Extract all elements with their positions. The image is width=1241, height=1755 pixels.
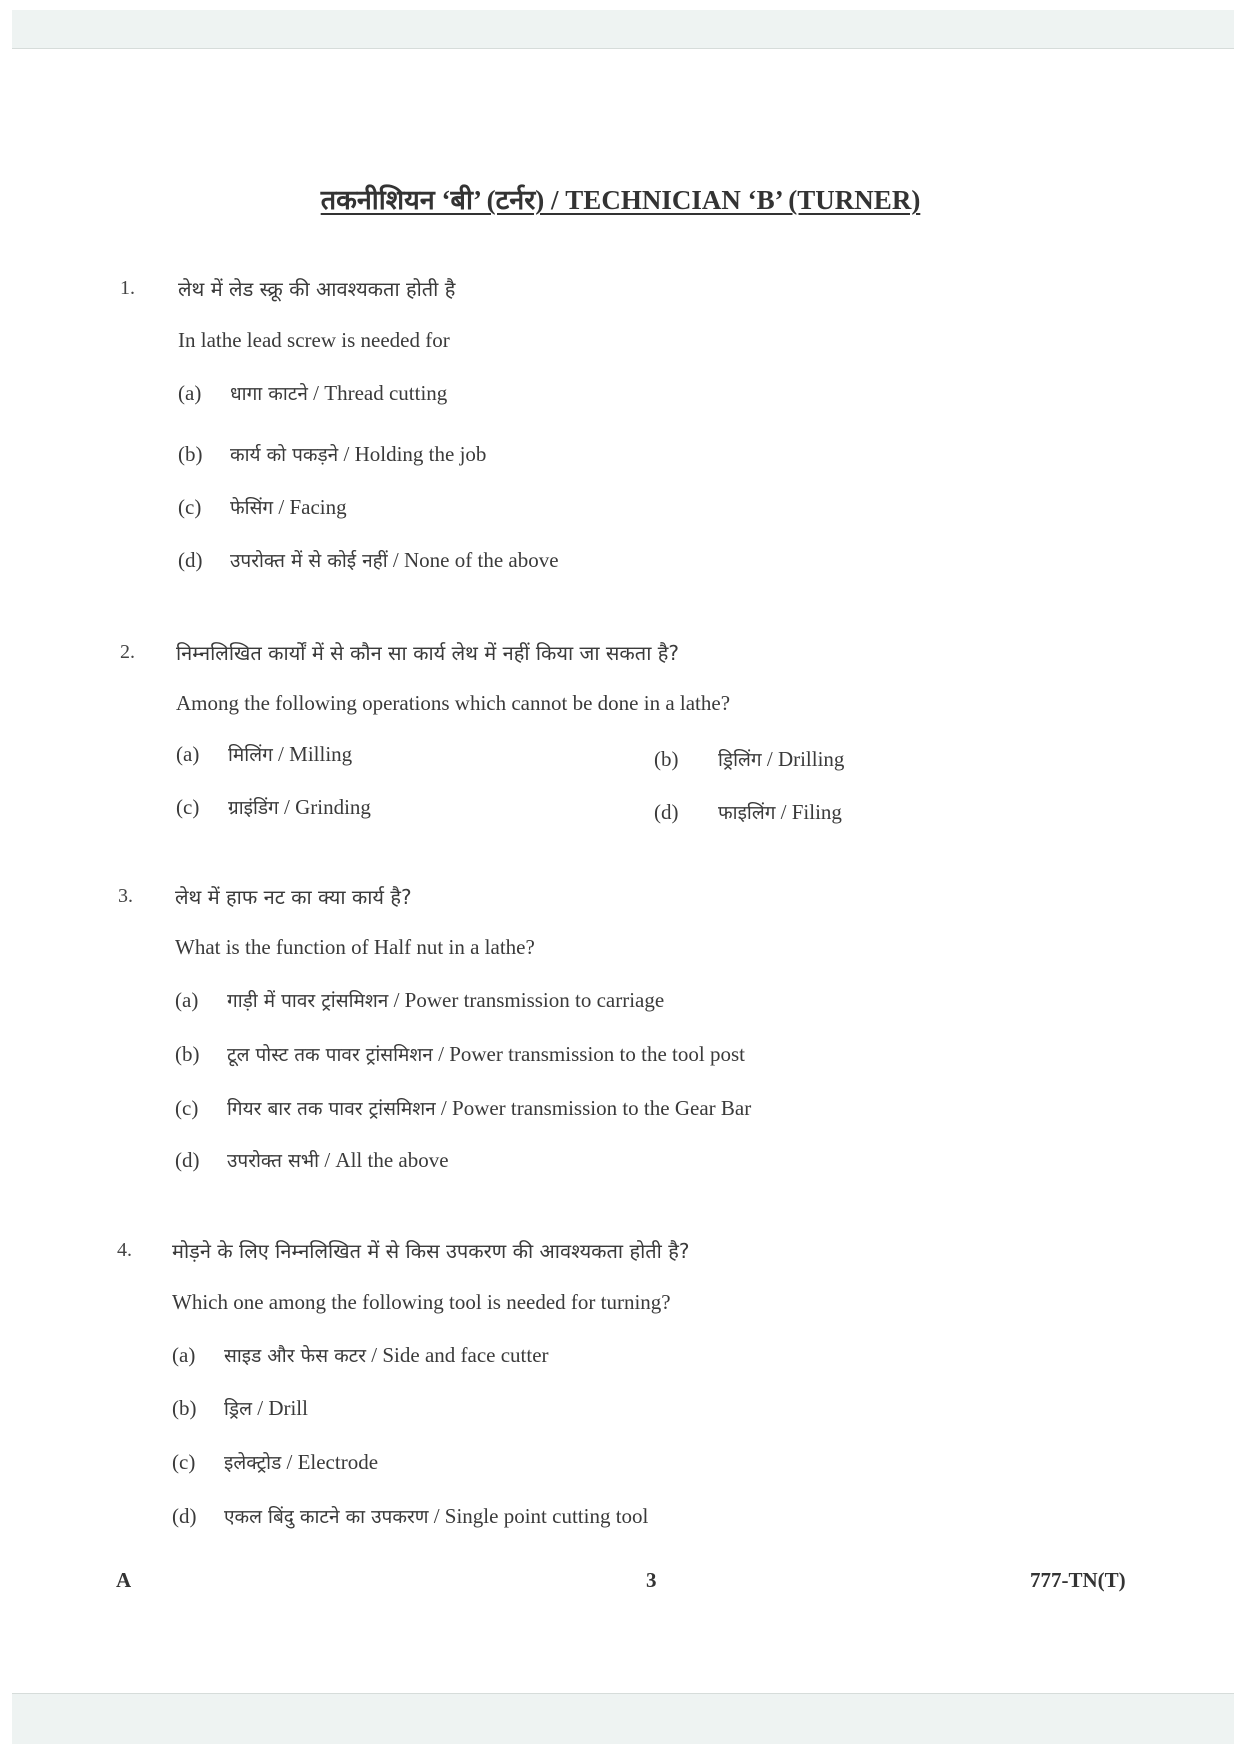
option-text-english: Power transmission to the Gear Bar [452,1096,752,1120]
option-text-english: Thread cutting [324,381,448,405]
option-separator: / [435,1096,453,1120]
option-text-english: None of the above [404,548,559,572]
question-text-hindi: लेथ में हाफ नट का क्या कार्य है? [175,885,412,909]
option-label: (c) [178,495,202,519]
option-label: (a) [175,988,199,1012]
footer-series: A [116,1568,132,1592]
question-number: 2. [120,641,135,663]
option-d[interactable] [654,799,842,825]
option-separator: / [307,381,325,405]
option-text-hindi: उपरोक्त में से कोई नहीं [230,550,388,572]
option-text-hindi: धागा काटने [230,383,308,405]
option-d[interactable] [175,1147,449,1173]
option-separator: / [281,1450,298,1474]
option-text-english: Electrode [297,1450,379,1474]
option-text-hindi: गाड़ी में पावर ट्रांसमिशन [227,990,389,1012]
option-separator: / [387,548,405,572]
option-text-english: Power transmission to carriage [404,988,665,1012]
option-c[interactable] [178,494,347,520]
option-d[interactable] [172,1503,648,1529]
footer-paper-code: 777-TN(T) [1030,1568,1126,1592]
option-separator: / [428,1504,445,1528]
option-label: (b) [175,1042,200,1066]
option-c[interactable] [175,1095,751,1121]
option-text-hindi: साइड और फेस कटर [224,1345,367,1367]
option-label: (c) [172,1450,196,1474]
option-label: (a) [176,742,200,766]
option-text-english: Filing [791,800,842,824]
option-separator: / [366,1343,383,1367]
option-text-english: Power transmission to the tool post [449,1042,745,1066]
option-d[interactable] [178,547,559,573]
scan-border-top [12,10,1234,49]
option-c[interactable] [176,794,371,820]
option-separator: / [273,495,290,519]
option-b[interactable] [654,746,844,772]
option-a[interactable] [175,987,664,1013]
option-label: (d) [172,1504,197,1528]
option-label: (a) [172,1343,196,1367]
option-text-hindi: ड्रिलिंग [718,749,762,771]
question-text-english: In lathe lead screw is needed for [178,328,450,352]
question-text-hindi: लेथ में लेड स्क्रू की आवश्यकता होती है [178,277,456,301]
option-label: (d) [175,1148,200,1172]
option-a[interactable] [172,1342,549,1368]
option-text-english: Drilling [777,747,845,771]
option-text-hindi: एकल बिंदु काटने का उपकरण [224,1506,429,1528]
option-b[interactable] [172,1395,308,1421]
option-text-english: Single point cutting tool [444,1504,649,1528]
question-text-english: Among the following operations which cannot be done in a lathe? [176,691,731,715]
option-text-english: Milling [289,742,353,766]
option-text-hindi: फाइलिंग [718,802,776,824]
option-text-hindi: टूल पोस्ट तक पावर ट्रांसमिशन [227,1044,433,1066]
option-text-hindi: गियर बार तक पावर ट्रांसमिशन [227,1098,436,1120]
scan-border-bottom [12,1693,1234,1744]
option-separator: / [319,1148,336,1172]
option-text-english: Holding the job [354,442,487,466]
option-text-english: Side and face cutter [382,1343,549,1367]
option-text-hindi: इलेक्ट्रोड [224,1452,282,1474]
option-label: (a) [178,381,202,405]
option-label: (d) [654,800,679,824]
option-separator: / [775,800,792,824]
option-label: (c) [175,1096,199,1120]
option-a[interactable] [176,741,352,767]
option-b[interactable] [178,441,486,467]
option-a[interactable] [178,380,447,406]
option-text-hindi: ड्रिल [224,1398,252,1420]
option-text-english: All the above [335,1148,449,1172]
option-label: (b) [654,747,679,771]
option-separator: / [761,747,778,771]
option-text-hindi: उपरोक्त सभी [227,1150,320,1172]
option-text-hindi: फेसिंग [230,497,274,519]
option-text-english: Grinding [295,795,371,819]
question-text-english: What is the function of Half nut in a lathe? [175,935,535,959]
question-text-hindi: निम्नलिखित कार्यों में से कौन सा कार्य लेथ में नहीं किया जा सकता है? [176,641,679,665]
option-text-hindi: कार्य को पकड़ने [230,444,339,466]
option-label: (b) [178,442,203,466]
option-text-english: Facing [289,495,347,519]
option-separator: / [388,988,405,1012]
question-text-hindi: मोड़ने के लिए निम्नलिखित में से किस उपकरण की आवश्यकता होती है? [172,1239,690,1263]
option-label: (c) [176,795,200,819]
option-separator: / [272,742,290,766]
option-b[interactable] [175,1041,745,1067]
footer-page-number: 3 [646,1568,657,1592]
option-separator: / [251,1396,269,1420]
question-number: 1. [120,277,135,299]
page-title: तकनीशियन ‘बी’ (टर्नर) / TECHNICIAN ‘B’ (TURNER) [320,185,921,215]
option-label: (d) [178,548,203,572]
option-c[interactable] [172,1449,378,1475]
option-text-hindi: ग्राइंडिंग [228,797,279,819]
option-label: (b) [172,1396,197,1420]
option-separator: / [338,442,355,466]
option-text-english: Drill [268,1396,308,1420]
question-text-english: Which one among the following tool is needed for turning? [172,1290,671,1314]
question-number: 4. [117,1239,132,1261]
option-text-hindi: मिलिंग [228,744,273,766]
question-number: 3. [118,885,133,907]
option-separator: / [432,1042,450,1066]
option-separator: / [278,795,296,819]
